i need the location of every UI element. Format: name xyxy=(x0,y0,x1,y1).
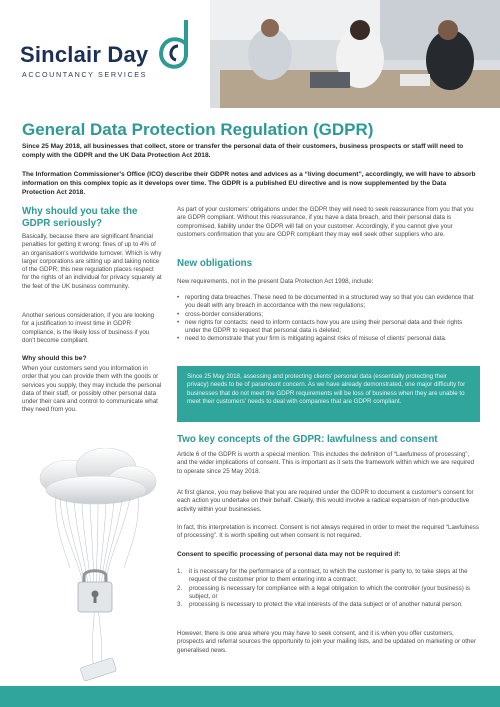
intro-paragraph: Since 25 May 2018, all businesses that collect, store or transfer the personal data of their customers, business prospects or staff will need to comply with the GDPR and the UK Data Protection Act 2018. xyxy=(22,143,464,160)
callout-box: Since 25 May 2018, assessing and protecting clients' personal data (essentially protecting their privacy) needs to be of paramount concern. As we have already demonstrated, one major difficulty for businesses that do not meet the GDPR requirements will be loss of business when they are unable to meet their customers' needs to deal with companies that are GDPR compliant. xyxy=(177,366,480,422)
body-paragraph: Another serious consideration, if you are looking for a justification to invest time in GDPR compliance, is the likely loss of business if you don't become compliant. xyxy=(22,312,155,344)
subheading: Why should this be? xyxy=(22,355,87,362)
body-paragraph: In fact, this interpretation is incorrect. Consent is not always required in order to meet the required “Lawfulness of processing”. It is worth spelling out when consent is not required. xyxy=(177,524,479,540)
body-paragraph: However, there is one area where you may have to seek consent, and it is when you offer customers, prospects and referral sources the opportunity to join your mailing lists, and be updated on marketing or other generalised news. xyxy=(177,630,476,654)
body-paragraph: Basically, because there are significant financial penalties for getting it wrong: fines of up to 4% of an organisation's worldwide turnover. Which is why larger corporations are sitting up and taking notice of the GDPR; this new regulation places respect for the rights of an individual for privacy squarely at the feet of the UK business community. xyxy=(22,233,162,290)
body-paragraph: At first glance, you may believe that you are required under the GDPR to document a customer's consent for each action you undertake on their behalf. Clearly, this would involve a radical expansion of non-productive activity within your businesses. xyxy=(177,489,474,513)
numbered-list xyxy=(177,568,479,609)
subheading: Consent to specific processing of personal data may not be required if: xyxy=(177,551,401,558)
page-title: General Data Protection Regulation (GDPR) xyxy=(22,120,374,139)
section-heading: Why should you take the GDPR seriously? xyxy=(22,206,138,229)
list-item: 3. processing is necessary to protect the vital interests of the data subject or of another natural person. xyxy=(177,601,463,609)
stylised-d-logo-icon xyxy=(156,16,206,72)
list-item: • cross-border considerations; xyxy=(177,311,479,319)
body-paragraph: As part of your customers' obligations under the GDPR they will need to seek reassurance from you that you are GDPR compliant. Without this reassurance, if you have a data breach, and their personal data is compromised, liability under the GDPR will fall on your customer. Accordingly, if you cannot give your customers confirmation that you are GDPR compliant they may well seek other suppliers who are. xyxy=(177,206,474,238)
header-photo xyxy=(210,0,500,108)
list-item: • reporting data breaches. These need to be documented in a structured way so that you can evidence that you dealt with any breach in accordance with the new regulations; xyxy=(177,294,479,311)
list-item: • need to demonstrate that your firm is mitigating against risks of misuse of clients' personal data. xyxy=(177,335,479,343)
body-paragraph: When your customers send you information in order that you can provide them with the goods or services you supply, they may include the personal data of their staff, or possibly other personal data under their care and control to communicate what they need from you. xyxy=(22,365,162,414)
intro-paragraph: The Information Commissioner's Office (ICO) describe their GDPR notes and advices as a “living document”, accordingly, we will have to absorb information on this complex topic as it develops over time. The GDPR is a published EU directive and is now supplemented by the Data Protection Act 2018. xyxy=(22,171,476,197)
section-heading: Two key concepts of the GDPR: lawfulness and consent xyxy=(177,434,438,445)
section-heading: New obligations xyxy=(177,258,253,269)
company-name: Sinclair Day xyxy=(20,42,149,67)
requirements-list xyxy=(177,294,479,344)
footer-band xyxy=(0,686,500,707)
company-logo xyxy=(12,8,202,108)
body-paragraph: New requirements, not in the present Data Protection Act 1998, include: xyxy=(177,278,374,285)
cloud-padlock-illustration xyxy=(20,448,170,688)
list-item: • new rights for contacts: need to inform contacts how you are using their personal data and their rights under the GDPR to request that personal data is deleted; xyxy=(177,319,479,336)
list-item: 1. it is necessary for the performance of a contract, to which the customer is party to, to take steps at the request of the customer prior to them entering into a contract; xyxy=(177,568,468,584)
list-item: 2. processing is necessary for compliance with a legal obligation to which the controller (your business) is subject, or xyxy=(177,584,470,600)
page-header xyxy=(0,0,500,110)
body-paragraph: Article 6 of the GDPR is worth a special mention. This includes the definition of “Lawfulness of processing”, and the wider implications of consent. This is important as it sets the framework within which we are required to operate since 25 May 2018. xyxy=(177,451,475,475)
company-tagline: ACCOUNTANCY SERVICES xyxy=(22,70,148,79)
